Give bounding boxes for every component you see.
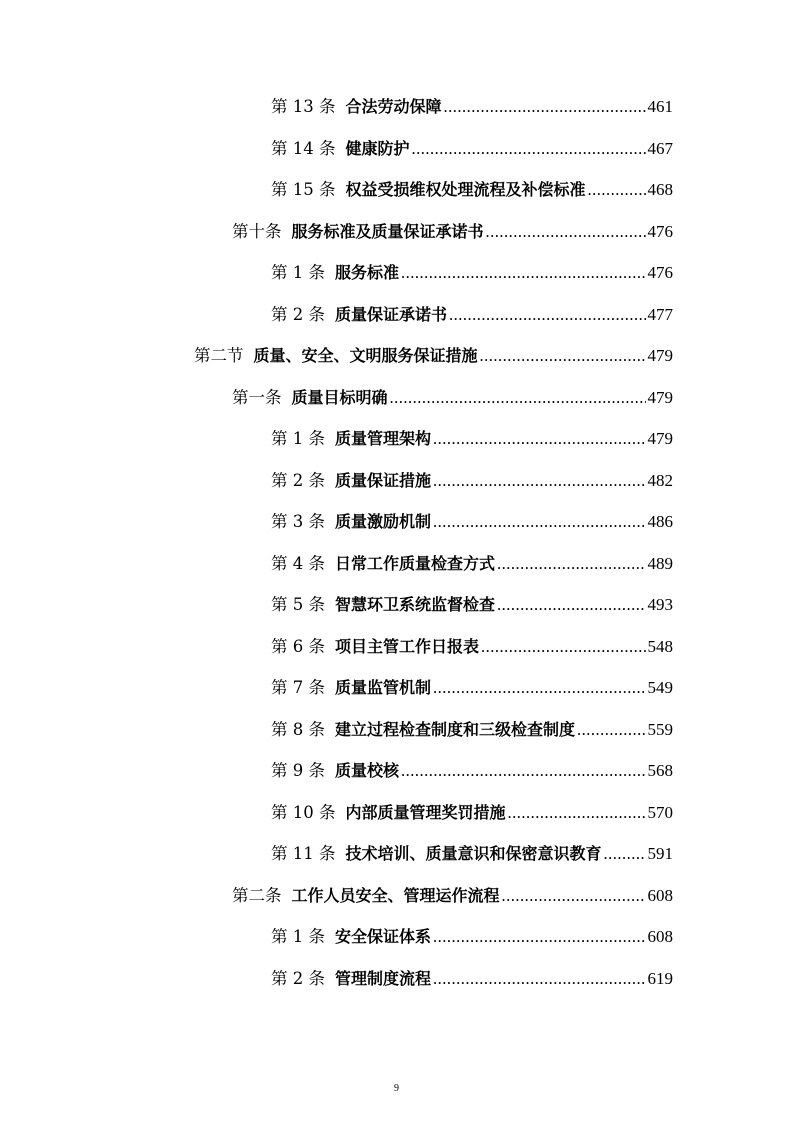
toc-entry[interactable]	[271, 922, 673, 952]
toc-entry-title: 服务标准及质量保证承诺书	[291, 221, 484, 241]
toc-entry-number: 第二条	[232, 885, 282, 905]
toc-entry-title: 质量管理架构	[335, 429, 432, 448]
toc-entry[interactable]	[232, 383, 673, 413]
toc-dot-leader	[502, 881, 646, 911]
toc-entry-title: 日常工作质量检查方式	[335, 553, 496, 573]
toc-entry-number: 第 7 条	[271, 678, 325, 697]
toc-entry-number: 第 1 条	[271, 927, 325, 946]
toc-entry-title: 建立过程检查制度和三级检查制度	[335, 719, 576, 739]
toc-dot-leader	[497, 549, 645, 579]
page-number: 9	[394, 1083, 399, 1094]
toc-entry-number: 第 15 条	[271, 180, 336, 199]
toc-dot-leader	[390, 383, 646, 413]
toc-entry-number: 第 1 条	[271, 263, 325, 282]
toc-entry-title: 质量监管机制	[335, 678, 432, 697]
toc-dot-leader	[433, 673, 645, 703]
toc-entry-page: 493	[647, 595, 673, 614]
toc-entry[interactable]	[271, 673, 673, 703]
toc-entry[interactable]	[232, 881, 673, 911]
toc-dot-leader	[433, 466, 645, 496]
toc-dot-leader	[486, 217, 646, 247]
toc-dot-leader	[433, 424, 645, 454]
toc-entry-page: 479	[647, 346, 673, 365]
toc-dot-leader	[412, 134, 646, 164]
toc-entry[interactable]	[271, 590, 673, 620]
toc-entry-number: 第 13 条	[271, 97, 336, 116]
toc-entry-title: 管理制度流程	[335, 968, 432, 988]
toc-entry-number: 第 10 条	[271, 802, 336, 822]
toc-entry[interactable]	[271, 756, 673, 786]
toc-entry-page: 608	[647, 927, 673, 946]
toc-entry-page: 477	[647, 304, 673, 324]
toc-entry[interactable]	[271, 300, 673, 330]
toc-entry-title: 质量激励机制	[335, 512, 432, 531]
toc-entry[interactable]	[271, 258, 673, 288]
toc-entry-number: 第 1 条	[271, 429, 325, 448]
toc-entry-number: 第 14 条	[271, 138, 336, 158]
toc-entry[interactable]	[271, 92, 673, 122]
toc-entry-number: 第一条	[232, 387, 282, 407]
toc-entry-page: 476	[647, 263, 673, 282]
toc-entry-title: 质量校核	[335, 761, 400, 780]
toc-dot-leader	[577, 715, 645, 745]
toc-entry-page: 559	[647, 719, 673, 739]
toc-entry-number: 第 11 条	[271, 844, 336, 863]
toc-entry[interactable]	[271, 134, 673, 164]
toc-entry-page: 467	[647, 138, 673, 158]
toc-entry[interactable]	[271, 715, 673, 745]
toc-entry[interactable]	[194, 341, 673, 371]
toc-entry[interactable]	[232, 217, 673, 247]
toc-dot-leader	[480, 341, 646, 371]
toc-entry-page: 476	[647, 221, 673, 241]
toc-entry-title: 合法劳动保障	[345, 97, 442, 116]
toc-dot-leader	[433, 922, 645, 952]
toc-entry-title: 服务标准	[335, 263, 400, 282]
toc-entry-title: 健康防护	[345, 138, 410, 158]
toc-entry-page: 486	[647, 512, 673, 531]
toc-entry-title: 安全保证体系	[335, 927, 432, 946]
toc-dot-leader	[401, 258, 645, 288]
toc-entry-number: 第 5 条	[271, 595, 325, 614]
toc-entry-number: 第 6 条	[271, 636, 325, 656]
toc-entry-number: 第二节	[194, 346, 244, 365]
toc-entry-page: 479	[647, 429, 673, 448]
toc-dot-leader	[433, 507, 645, 537]
toc-entry-page: 591	[647, 844, 673, 863]
toc-entry-page: 479	[647, 387, 673, 407]
toc-entry-page: 568	[647, 761, 673, 780]
toc-entry[interactable]	[271, 175, 673, 205]
toc-entry-number: 第 8 条	[271, 719, 325, 739]
toc-entry-number: 第 3 条	[271, 512, 325, 531]
toc-entry-title: 质量、安全、文明服务保证措施	[253, 346, 478, 365]
toc-dot-leader	[401, 756, 645, 786]
toc-entry-title: 质量保证措施	[335, 470, 432, 490]
toc-entry-title: 智慧环卫系统监督检查	[335, 595, 496, 614]
toc-dot-leader	[508, 798, 646, 828]
toc-entry[interactable]	[271, 632, 673, 662]
toc-entry[interactable]	[271, 466, 673, 496]
toc-entry-page: 570	[647, 802, 673, 822]
toc-entry-number: 第 9 条	[271, 761, 325, 780]
toc-entry-title: 质量目标明确	[291, 387, 388, 407]
toc-dot-leader	[444, 92, 646, 122]
toc-entry-title: 工作人员安全、管理运作流程	[291, 885, 500, 905]
toc-dot-leader	[497, 590, 645, 620]
toc-entry-title: 内部质量管理奖罚措施	[345, 802, 506, 822]
toc-entry-number: 第 2 条	[271, 968, 325, 988]
toc-entry[interactable]	[271, 798, 673, 828]
toc-entry-number: 第十条	[232, 221, 282, 241]
toc-entry-page: 548	[647, 636, 673, 656]
toc-entry-page: 461	[647, 97, 673, 116]
toc-entry-page: 489	[647, 553, 673, 573]
toc-entry[interactable]	[271, 424, 673, 454]
toc-entry-page: 608	[647, 885, 673, 905]
toc-entry[interactable]	[271, 964, 673, 994]
toc-entry-title: 权益受损维权处理流程及补偿标准	[345, 180, 586, 199]
toc-dot-leader	[604, 839, 646, 869]
toc-dot-leader	[481, 632, 645, 662]
toc-entry-number: 第 2 条	[271, 304, 325, 324]
toc-entry-page: 619	[647, 968, 673, 988]
toc-entry-title: 技术培训、质量意识和保密意识教育	[345, 844, 602, 863]
toc-entry-number: 第 4 条	[271, 553, 325, 573]
toc-dot-leader	[588, 175, 646, 205]
toc-entry-title: 项目主管工作日报表	[335, 636, 480, 656]
toc-dot-leader	[449, 300, 645, 330]
toc-entry-title: 质量保证承诺书	[335, 304, 448, 324]
toc-entry[interactable]	[271, 839, 673, 869]
toc-entry[interactable]	[271, 507, 673, 537]
toc-dot-leader	[433, 964, 645, 994]
toc-entry[interactable]	[271, 549, 673, 579]
toc-entry-page: 482	[647, 470, 673, 490]
toc-entry-number: 第 2 条	[271, 470, 325, 490]
toc-entry-page: 468	[647, 180, 673, 199]
toc-entry-page: 549	[647, 678, 673, 697]
